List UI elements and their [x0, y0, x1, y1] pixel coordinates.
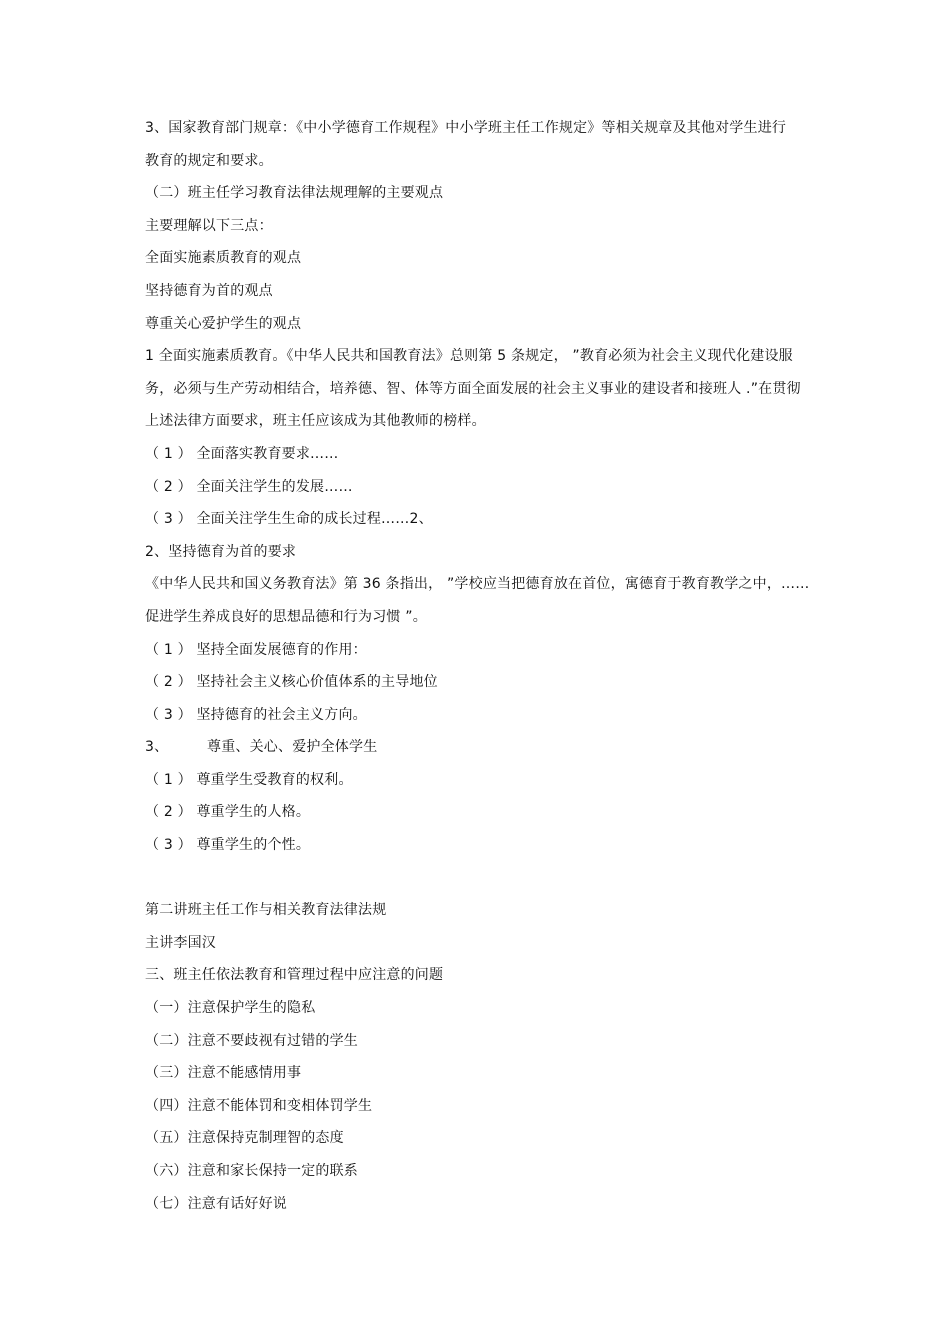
list-item: 尊重关心爱护学生的观点: [145, 315, 302, 332]
list-item: （ 3 ） 尊重学生的个性。: [145, 837, 311, 854]
paragraph-line: 主要理解以下三点：: [145, 217, 273, 234]
paragraph-line: 3、国家教育部门规章：《中小学德育工作规程》中小学班主任工作规定》等相关规章及其他对学生进行: [145, 120, 787, 136]
lecture-title: 第二讲班主任工作与相关教育法律法规: [145, 902, 387, 919]
document-body: [145, 112, 815, 1220]
list-item: （ 2 ） 坚持社会主义核心价值体系的主导地位: [145, 674, 438, 691]
section-heading: 三、班主任依法教育和管理过程中应注意的问题: [145, 967, 444, 984]
list-item: （七）注意有话好好说: [145, 1195, 287, 1212]
list-item: （ 1 ） 全面落实教育要求……: [145, 445, 339, 462]
paragraph-line: 促进学生养成良好的思想品德和行为习惯 ”。: [145, 608, 427, 625]
list-item: （ 3 ） 全面关注学生生命的成长过程……2、: [145, 511, 433, 528]
list-item: （四）注意不能体罚和变相体罚学生: [145, 1097, 373, 1114]
heading-text: 尊重、关心、爱护全体学生: [207, 739, 378, 756]
section-heading: 2、坚持德育为首的要求: [145, 543, 297, 560]
list-item: （二）注意不要歧视有过错的学生: [145, 1032, 358, 1049]
section-heading: [145, 731, 815, 764]
paragraph-line: 《中华人民共和国义务教育法》第 36 条指出， ”学校应当把德育放在首位，寓德育于教育教学之中，……: [145, 576, 810, 593]
blank-line: [145, 862, 815, 895]
list-item: （ 1 ） 坚持全面发展德育的作用：: [145, 641, 367, 658]
list-item: （ 1 ） 尊重学生受教育的权利。: [145, 771, 353, 788]
paragraph-line: 务，必须与生产劳动相结合，培养德、智、体等方面全面发展的社会主义事业的建设者和接班人 .”在贯彻: [145, 380, 801, 397]
list-item: （六）注意和家长保持一定的联系: [145, 1163, 358, 1179]
paragraph-line: 上述法律方面要求，班主任应该成为其他教师的榜样。: [145, 413, 486, 430]
list-item: 坚持德育为首的观点: [145, 282, 273, 299]
list-item: （三）注意不能感情用事: [145, 1065, 302, 1082]
paragraph-line: 1 全面实施素质教育。《中华人民共和国教育法》总则第 5 条规定， ”教育必须为社会主义现代化建设服: [145, 348, 793, 365]
heading-number: 3、: [145, 739, 169, 756]
list-item: （ 2 ） 尊重学生的人格。: [145, 804, 311, 821]
section-heading: （二）班主任学习教育法律法规理解的主要观点: [145, 185, 444, 202]
paragraph-line: 教育的规定和要求。: [145, 152, 273, 169]
list-item: （五）注意保持克制理智的态度: [145, 1130, 344, 1147]
list-item: 全面实施素质教育的观点: [145, 250, 302, 267]
list-item: （ 3 ） 坚持德育的社会主义方向。: [145, 706, 367, 723]
lecturer-name: 主讲李国汉: [145, 934, 216, 951]
list-item: （一）注意保护学生的隐私: [145, 1000, 316, 1017]
list-item: （ 2 ） 全面关注学生的发展……: [145, 478, 353, 495]
